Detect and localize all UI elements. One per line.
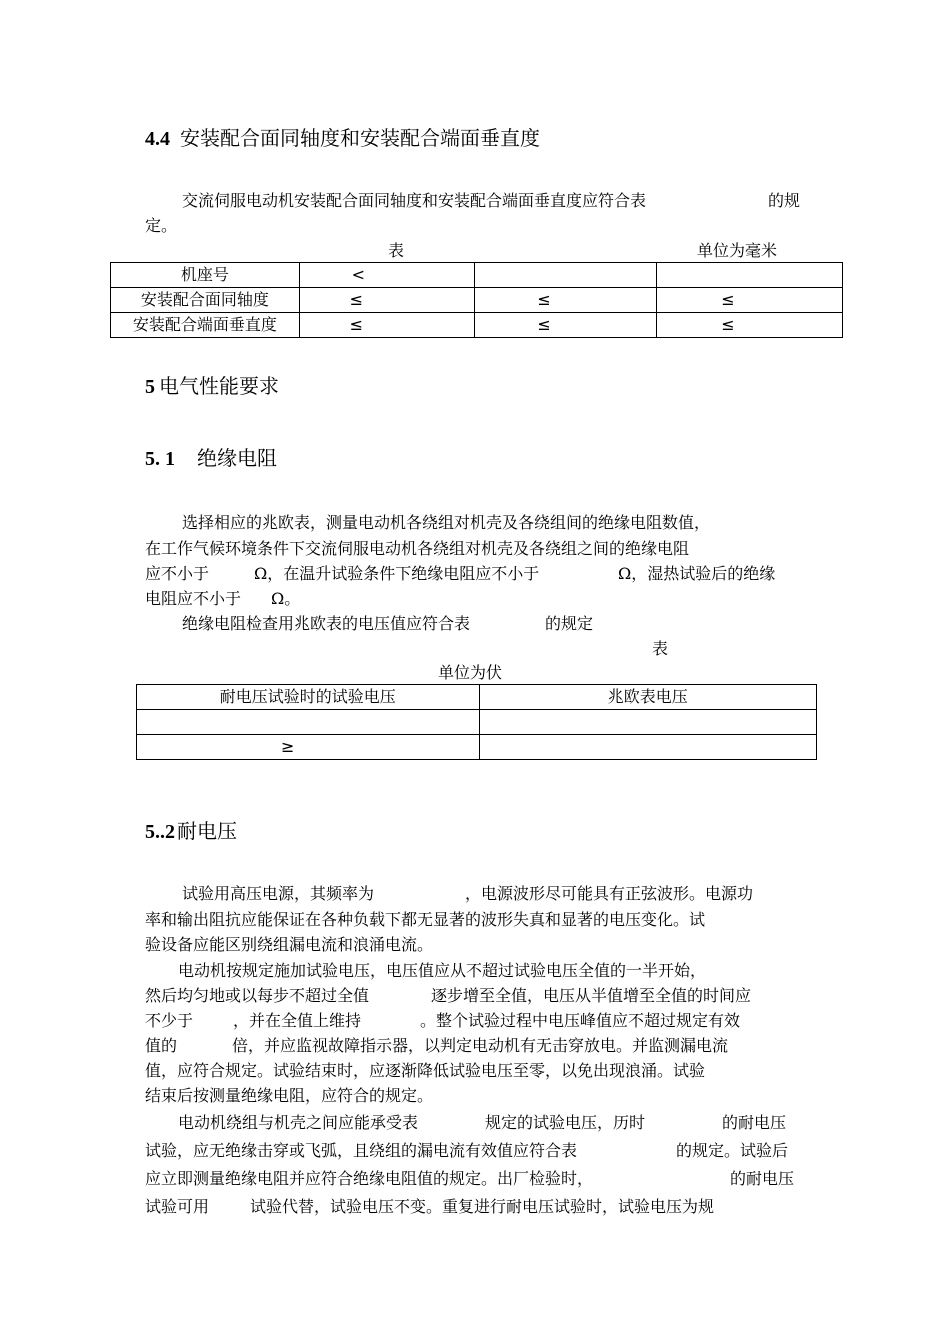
- paragraph-line: ，电源波形尽可能具有正弦波形。电源功: [465, 884, 754, 903]
- paragraph-line: 然后均匀地或以每步不超过全值: [145, 986, 370, 1005]
- paragraph-line: 在工作气候环境条件下交流伺服电动机各绕组对机壳及各绕组之间的绝缘电阻: [145, 539, 690, 558]
- section-title: 安装配合面同轴度和安装配合端面垂直度: [180, 126, 540, 150]
- paragraph-line: Ω。: [271, 589, 301, 608]
- section-title: 耐电压: [177, 819, 237, 843]
- paragraph-line: 交流伺服电动机安装配合面同轴度和安装配合端面垂直度应符合表: [182, 191, 647, 210]
- table-unit: 单位为伏: [438, 663, 503, 682]
- section-5-2-heading: [145, 815, 237, 844]
- paragraph-line: 绝缘电阻检查用兆欧表的电压值应符合表: [182, 614, 471, 633]
- paragraph-line: 应立即测量绝缘电阻并应符合绝缘电阻值的规定。出厂检验时，: [145, 1169, 594, 1188]
- paragraph-line: Ω，湿热试验后的绝缘: [618, 564, 776, 583]
- table-row: [137, 735, 817, 760]
- paragraph-line: ，并在全值上维持: [233, 1011, 362, 1030]
- paragraph-line: 验设备应能区别绕组漏电流和浪涌电流。: [145, 935, 434, 954]
- paragraph-line: 的耐电压: [730, 1169, 795, 1188]
- table-row: [137, 710, 817, 735]
- paragraph-line: 倍，并应监视故障指示器，以判定电动机有无击穿放电。并监测漏电流: [232, 1036, 729, 1055]
- table-cell: [657, 263, 843, 288]
- paragraph-line: 定。: [145, 216, 178, 235]
- paragraph-line: 的规: [768, 191, 801, 210]
- table-cell: [475, 263, 657, 288]
- table-cell: ≤: [475, 288, 657, 313]
- section-number: 5. 1: [145, 448, 175, 470]
- paragraph-line: 选择相应的兆欧表，测量电动机各绕组对机壳及各绕组间的绝缘电阻数值，: [182, 513, 711, 532]
- paragraph-line: 不少于: [145, 1011, 194, 1030]
- section-number: 5: [145, 376, 155, 398]
- paragraph-line: 规定的试验电压，历时: [485, 1113, 646, 1132]
- table-cell: ≤: [299, 288, 475, 313]
- table-cell: ≤: [657, 313, 843, 338]
- table-cell: ≤: [299, 313, 475, 338]
- table-cell: 耐电压试验时的试验电压: [137, 685, 480, 710]
- paragraph-line: 电阻应不小于: [145, 589, 242, 608]
- section-5-heading: [145, 370, 279, 399]
- table-cell: ≥: [137, 735, 480, 760]
- table-cell: [137, 710, 480, 735]
- paragraph-line: 的规定: [545, 614, 594, 633]
- section-number: 4.4: [145, 128, 170, 150]
- paragraph-line: 。整个试验过程中电压峰值应不超过规定有效: [420, 1011, 741, 1030]
- megohmmeter-voltage-table: [136, 684, 817, 760]
- table-row: [137, 685, 817, 710]
- table-cell: ≤: [475, 313, 657, 338]
- paragraph-line: 的规定。试验后: [676, 1141, 789, 1160]
- paragraph-line: 的耐电压: [722, 1113, 787, 1132]
- paragraph-line: 电动机绕组与机壳之间应能承受表: [178, 1113, 419, 1132]
- table-caption: 表: [388, 241, 405, 260]
- table-row: [111, 313, 843, 338]
- paragraph-line: 结束后按测量绝缘电阻，应符合的规定。: [145, 1086, 434, 1105]
- paragraph-line: 试验代替，试验电压不变。重复进行耐电压试验时，试验电压为规: [250, 1197, 715, 1216]
- paragraph-line: 试验，应无绝缘击穿或飞弧，且绕组的漏电流有效值应符合表: [145, 1141, 578, 1160]
- table-unit: 单位为毫米: [697, 241, 778, 260]
- table-cell: [479, 735, 816, 760]
- section-number: 5..2: [145, 821, 175, 843]
- table-row: [111, 263, 843, 288]
- table-row: [111, 288, 843, 313]
- paragraph-line: 电动机按规定施加试验电压，电压值应从不超过试验电压全值的一半开始，: [178, 961, 707, 980]
- paragraph-line: Ω，在温升试验条件下绝缘电阻应不小于: [254, 564, 540, 583]
- paragraph-line: 值，应符合规定。试验结束时，应逐渐降低试验电压至零，以免出现浪涌。试验: [145, 1061, 706, 1080]
- section-5-1-heading: [145, 442, 277, 471]
- section-4-4-heading: [145, 122, 540, 151]
- paragraph-line: 逐步增至全值，电压从半值增至全值的时间应: [431, 986, 752, 1005]
- table-caption: 表: [652, 639, 669, 658]
- table-cell: 机座号: [111, 263, 300, 288]
- tolerance-table: [110, 262, 843, 338]
- table-cell: <: [299, 263, 475, 288]
- paragraph-line: 试验可用: [145, 1197, 210, 1216]
- section-title: 电气性能要求: [159, 374, 279, 398]
- table-cell: 兆欧表电压: [479, 685, 816, 710]
- paragraph-line: 应不小于: [145, 564, 210, 583]
- paragraph-line: 率和输出阻抗应能保证在各种负载下都无显著的波形失真和显著的电压变化。试: [145, 910, 706, 929]
- table-cell: ≤: [657, 288, 843, 313]
- paragraph-line: 试验用高压电源，其频率为: [182, 884, 375, 903]
- table-cell: [479, 710, 816, 735]
- table-cell: 安装配合面同轴度: [111, 288, 300, 313]
- section-title: 绝缘电阻: [197, 446, 277, 470]
- paragraph-line: 值的: [145, 1036, 178, 1055]
- table-cell: 安装配合端面垂直度: [111, 313, 300, 338]
